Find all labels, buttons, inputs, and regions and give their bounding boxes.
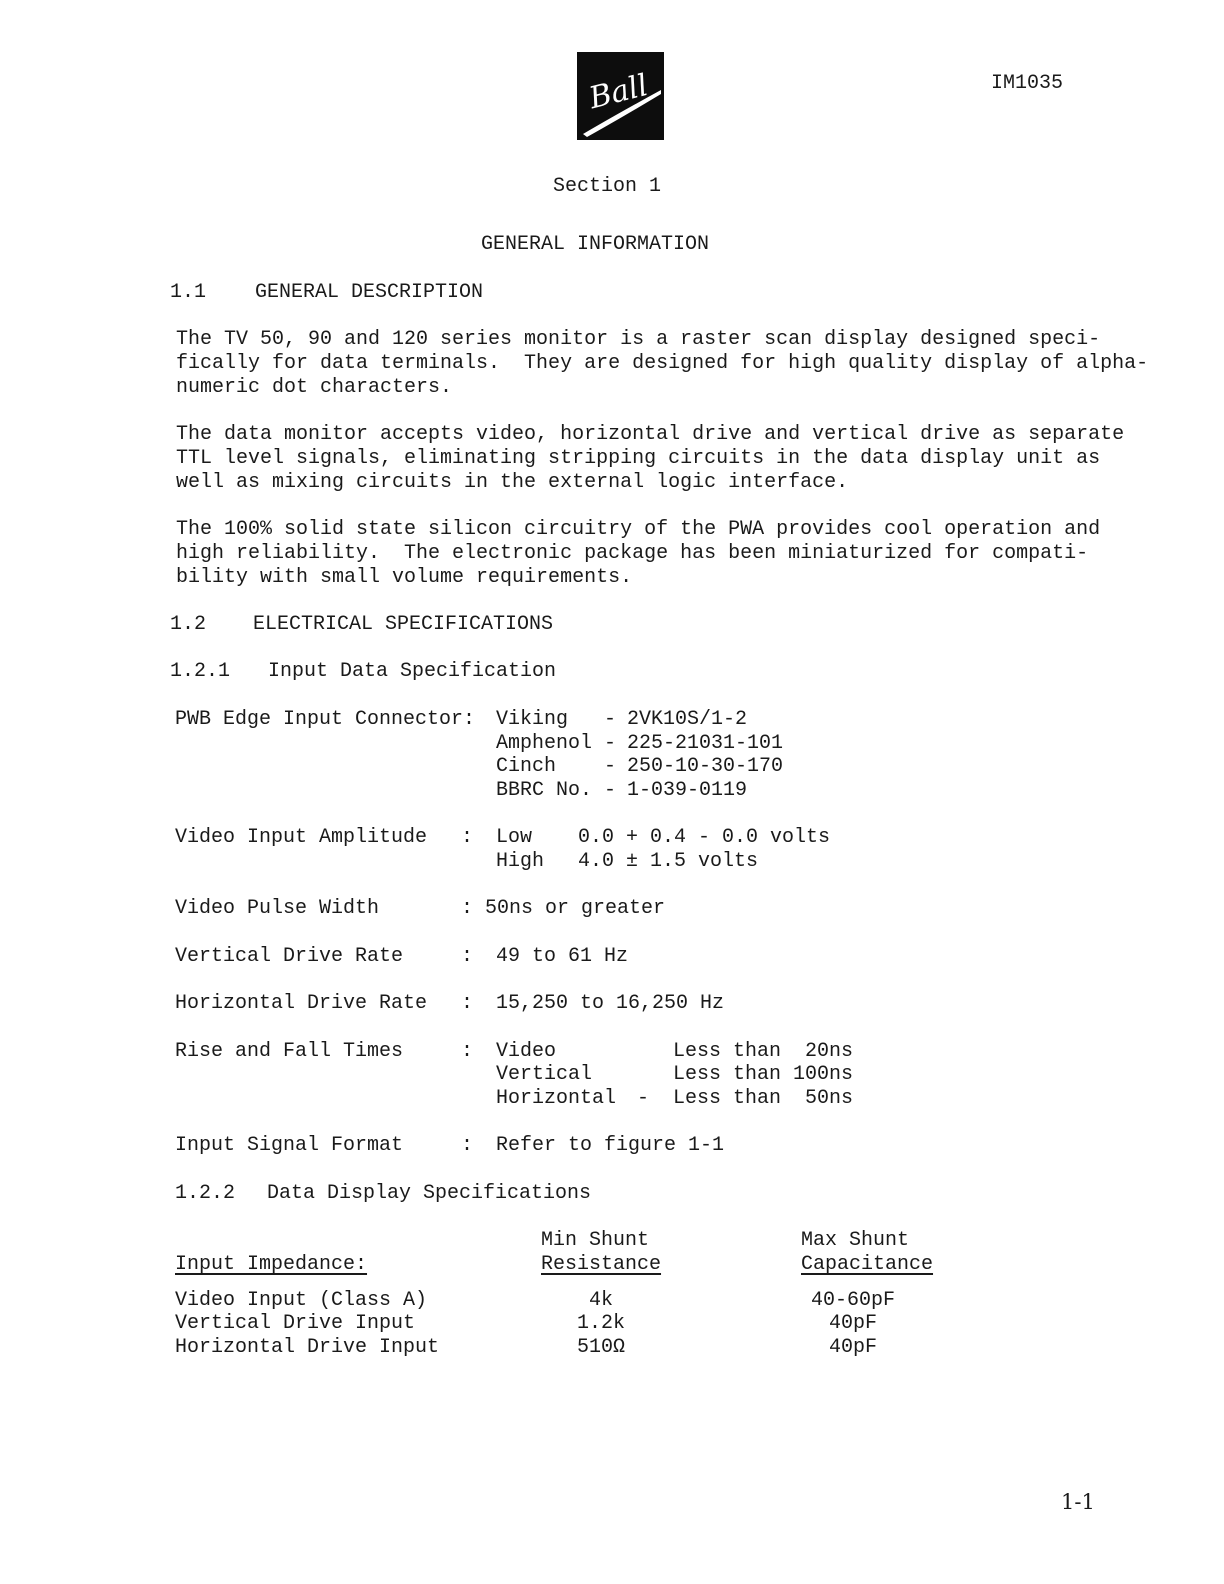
- vertical-rate-label: Vertical Drive Rate: [175, 945, 404, 968]
- signal-format-colon: :: [461, 1134, 474, 1157]
- amplitude-value: 0.0 + 0.4 - 0.0 volts: [578, 826, 831, 849]
- heading-1-2-2-title: Data Display Specifications: [267, 1182, 592, 1205]
- paragraph-line: well as mixing circuits in the external logic interface.: [176, 471, 849, 494]
- document-id: IM1035: [991, 72, 1064, 95]
- rise-fall-signal: Horizontal: [496, 1087, 617, 1110]
- amplitude-colon: :: [461, 826, 474, 849]
- paragraph-line: TTL level signals, eliminating stripping circuits in the data display unit as: [176, 447, 1101, 470]
- table-header-resistance-line1: Min Shunt: [541, 1229, 650, 1252]
- paragraph-line: The data monitor accepts video, horizontal drive and vertical drive as separate: [176, 423, 1125, 446]
- connector-name: Viking: [496, 708, 569, 731]
- connector-part: 225-21031-101: [627, 732, 784, 755]
- table-cell-capacitance: 40-60pF: [810, 1289, 895, 1312]
- rise-fall-signal: Video: [496, 1040, 557, 1063]
- connector-part: 250-10-30-170: [627, 755, 784, 778]
- amplitude-level: High: [496, 850, 545, 873]
- section-title: GENERAL INFORMATION: [481, 233, 710, 256]
- section-number: Section 1: [553, 175, 662, 198]
- rise-fall-colon: :: [461, 1040, 474, 1063]
- page-number: 1-1: [1061, 1490, 1095, 1514]
- heading-1-2-1-title: Input Data Specification: [268, 660, 557, 683]
- connector-name: BBRC No.: [496, 779, 593, 802]
- amplitude-value: 4.0 ± 1.5 volts: [578, 850, 759, 873]
- ball-script-logo-icon: [577, 52, 664, 140]
- paragraph-line: high reliability. The electronic package has been miniaturized for compati-: [176, 542, 1089, 565]
- table-cell-capacitance: 40pF: [828, 1336, 877, 1359]
- heading-1-2-number: 1.2: [170, 613, 207, 636]
- ball-logo: [577, 52, 664, 140]
- horizontal-rate-colon: :: [461, 992, 474, 1015]
- pulse-width-label: Video Pulse Width: [175, 897, 380, 920]
- svg-text:Ball: Ball: [585, 67, 652, 117]
- pulse-width-value: : 50ns or greater: [461, 897, 666, 920]
- heading-1-1-number: 1.1: [170, 281, 207, 304]
- table-cell-resistance: 4k: [588, 1289, 613, 1312]
- rise-fall-value: Less than 20ns: [673, 1040, 854, 1063]
- connector-name: Cinch: [496, 755, 557, 778]
- heading-1-2-2-number: 1.2.2: [175, 1182, 236, 1205]
- signal-format-label: Input Signal Format: [175, 1134, 404, 1157]
- paragraph-line: The TV 50, 90 and 120 series monitor is a raster scan display designed speci-: [176, 328, 1101, 351]
- connector-name: Amphenol: [496, 732, 593, 755]
- amplitude-level: Low: [496, 826, 533, 849]
- vertical-rate-colon: :: [461, 945, 474, 968]
- horizontal-rate-label: Horizontal Drive Rate: [175, 992, 428, 1015]
- connector-dash: -: [604, 779, 617, 802]
- connector-dash: -: [604, 755, 617, 778]
- connector-dash: -: [604, 708, 617, 731]
- rise-fall-value: Less than 100ns: [673, 1063, 854, 1086]
- table-cell-resistance: 1.2k: [576, 1312, 625, 1335]
- rise-fall-value: Less than 50ns: [673, 1087, 854, 1110]
- amplitude-label: Video Input Amplitude: [175, 826, 428, 849]
- table-header-input: Input Impedance:: [175, 1253, 368, 1276]
- table-cell-capacitance: 40pF: [828, 1312, 877, 1335]
- rise-fall-dash: -: [637, 1087, 650, 1110]
- connector-part: 2VK10S/1-2: [627, 708, 748, 731]
- paragraph-line: numeric dot characters.: [176, 376, 453, 399]
- connector-part: 1-039-0119: [627, 779, 748, 802]
- signal-format-value: Refer to figure 1-1: [496, 1134, 725, 1157]
- table-header-resistance-line2: Resistance: [541, 1253, 662, 1276]
- heading-1-1-title: GENERAL DESCRIPTION: [255, 281, 484, 304]
- connector-dash: -: [604, 732, 617, 755]
- table-cell-input: Video Input (Class A): [175, 1289, 428, 1312]
- table-header-capacitance-line2: Capacitance: [801, 1253, 934, 1276]
- paragraph-line: The 100% solid state silicon circuitry of the PWA provides cool operation and: [176, 518, 1101, 541]
- horizontal-rate-value: 15,250 to 16,250 Hz: [496, 992, 725, 1015]
- connector-label: PWB Edge Input Connector:: [175, 708, 476, 731]
- paragraph-line: bility with small volume requirements.: [176, 566, 633, 589]
- table-cell-resistance: 510Ω: [576, 1336, 625, 1359]
- heading-1-2-1-number: 1.2.1: [170, 660, 231, 683]
- table-cell-input: Horizontal Drive Input: [175, 1336, 440, 1359]
- vertical-rate-value: 49 to 61 Hz: [496, 945, 629, 968]
- rise-fall-signal: Vertical: [496, 1063, 593, 1086]
- table-cell-input: Vertical Drive Input: [175, 1312, 416, 1335]
- table-header-capacitance-line1: Max Shunt: [801, 1229, 910, 1252]
- rise-fall-label: Rise and Fall Times: [175, 1040, 404, 1063]
- heading-1-2-title: ELECTRICAL SPECIFICATIONS: [253, 613, 554, 636]
- paragraph-line: fically for data terminals. They are designed for high quality display of alpha-: [176, 352, 1149, 375]
